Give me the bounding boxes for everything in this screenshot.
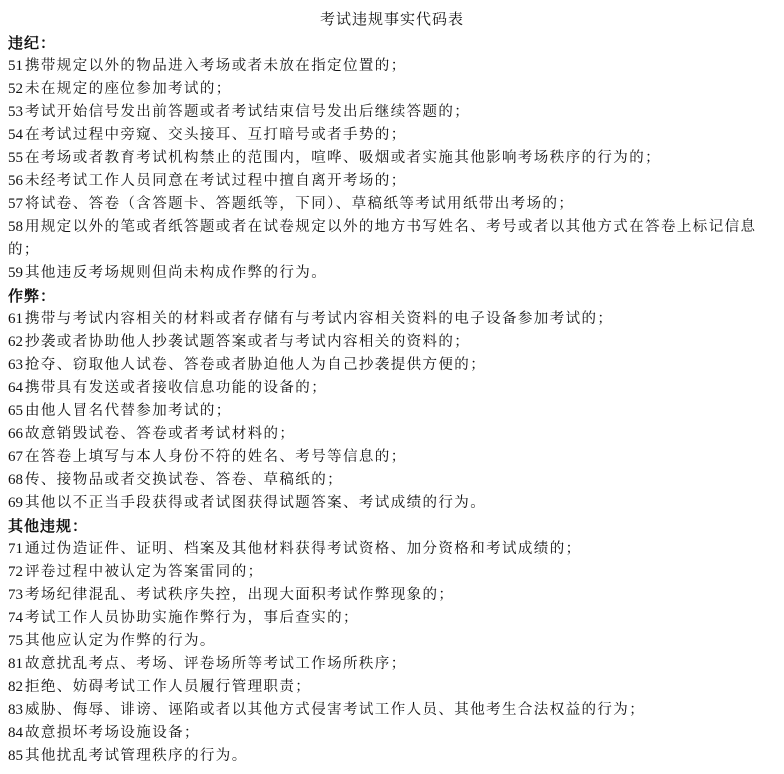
item-text: 通过伪造证件、证明、档案及其他材料获得考试资格、加分资格和考试成绩的；: [25, 541, 582, 557]
section-cheating: [8, 285, 776, 515]
list-item: [8, 331, 776, 354]
item-code: 72: [8, 564, 23, 580]
section-heading: 作弊：: [8, 287, 57, 305]
item-text: 携带与考试内容相关的材料或者存储有与考试内容相关资料的电子设备参加考试的；: [25, 311, 614, 327]
list-item: [8, 400, 776, 423]
list-item: [8, 216, 776, 262]
item-code: 61: [8, 311, 23, 327]
list-item: [8, 101, 776, 124]
item-code: 53: [8, 104, 23, 120]
item-code: 83: [8, 702, 23, 718]
section-heading: 其他违规：: [8, 517, 89, 535]
item-code: 58: [8, 219, 23, 235]
list-item: [8, 124, 776, 147]
item-text: 其他以不正当手段获得或者试图获得试题答案、考试成绩的行为。: [25, 495, 487, 511]
list-item: [8, 630, 776, 653]
item-text: 拒绝、妨碍考试工作人员履行管理职责；: [25, 679, 312, 695]
list-item: [8, 446, 776, 469]
list-item: [8, 78, 776, 101]
item-text: 故意扰乱考点、考场、评卷场所等考试工作场所秩序；: [25, 656, 407, 672]
item-code: 63: [8, 357, 23, 373]
list-item: [8, 492, 776, 515]
list-item: [8, 699, 776, 722]
list-item: [8, 653, 776, 676]
item-code: 73: [8, 587, 23, 603]
item-text: 未经考试工作人员同意在考试过程中擅自离开考场的；: [25, 173, 407, 189]
list-item: [8, 538, 776, 561]
item-code: 52: [8, 81, 23, 97]
item-text: 评卷过程中被认定为答案雷同的；: [25, 564, 264, 580]
item-text: 抢夺、窃取他人试卷、答卷或者胁迫他人为自己抄袭提供方便的；: [25, 357, 487, 373]
item-code: 85: [8, 748, 23, 764]
item-code: 55: [8, 150, 23, 166]
list-item: [8, 722, 776, 745]
item-text: 考场纪律混乱、考试秩序失控，出现大面积考试作弊现象的；: [25, 587, 455, 603]
item-text: 其他扰乱考试管理秩序的行为。: [25, 748, 248, 764]
section-violation: [8, 32, 776, 285]
item-text: 携带规定以外的物品进入考场或者未放在指定位置的；: [25, 58, 407, 74]
item-text: 由他人冒名代替参加考试的；: [25, 403, 232, 419]
section-other-violations: [8, 515, 776, 768]
list-item: [8, 745, 776, 768]
item-text: 携带具有发送或者接收信息功能的设备的；: [25, 380, 328, 396]
item-code: 69: [8, 495, 23, 511]
list-item: [8, 147, 776, 170]
item-code: 54: [8, 127, 23, 143]
item-code: 82: [8, 679, 23, 695]
item-code: 65: [8, 403, 23, 419]
item-code: 84: [8, 725, 23, 741]
list-item: [8, 193, 776, 216]
list-item: [8, 607, 776, 630]
item-text: 传、接物品或者交换试卷、答卷、草稿纸的；: [25, 472, 343, 488]
list-item: [8, 561, 776, 584]
item-code: 67: [8, 449, 23, 465]
item-text: 威胁、侮辱、诽谤、诬陷或者以其他方式侵害考试工作人员、其他考生合法权益的行为；: [25, 702, 646, 718]
section-heading: 违纪：: [8, 34, 57, 52]
list-item: [8, 354, 776, 377]
item-code: 62: [8, 334, 23, 350]
list-item: [8, 55, 776, 78]
item-text: 用规定以外的笔或者纸答题或者在试卷规定以外的地方书写姓名、考号或者以其他方式在答卷上标记信息的；: [8, 219, 757, 258]
list-item: [8, 377, 776, 400]
list-item: [8, 469, 776, 492]
list-item: [8, 262, 776, 285]
item-code: 71: [8, 541, 23, 557]
document-title: 考试违规事实代码表: [319, 10, 464, 28]
item-text: 在考试过程中旁窥、交头接耳、互打暗号或者手势的；: [25, 127, 407, 143]
item-text: 故意销毁试卷、答卷或者考试材料的；: [25, 426, 296, 442]
item-text: 其他违反考场规则但尚未构成作弊的行为。: [25, 265, 328, 281]
item-code: 64: [8, 380, 23, 396]
item-code: 75: [8, 633, 23, 649]
item-code: 51: [8, 58, 23, 74]
item-text: 将试卷、答卷（含答题卡、答题纸等，下同）、草稿纸等考试用纸带出考场的；: [25, 196, 575, 212]
list-item: [8, 308, 776, 331]
item-code: 74: [8, 610, 23, 626]
list-item: [8, 676, 776, 699]
item-text: 其他应认定为作弊的行为。: [25, 633, 216, 649]
item-text: 在答卷上填写与本人身份不符的姓名、考号等信息的；: [25, 449, 407, 465]
item-text: 考试开始信号发出前答题或者考试结束信号发出后继续答题的；: [25, 104, 471, 120]
item-text: 未在规定的座位参加考试的；: [25, 81, 232, 97]
item-code: 81: [8, 656, 23, 672]
item-text: 考试工作人员协助实施作弊行为，事后查实的；: [25, 610, 359, 626]
item-text: 抄袭或者协助他人抄袭试题答案或者与考试内容相关的资料的；: [25, 334, 471, 350]
item-code: 66: [8, 426, 23, 442]
item-text: 在考场或者教育考试机构禁止的范围内，喧哗、吸烟或者实施其他影响考场秩序的行为的；: [25, 150, 661, 166]
item-code: 68: [8, 472, 23, 488]
item-code: 56: [8, 173, 23, 189]
list-item: [8, 423, 776, 446]
item-text: 故意损坏考场设施设备；: [25, 725, 200, 741]
item-code: 59: [8, 265, 23, 281]
list-item: [8, 170, 776, 193]
item-code: 57: [8, 196, 23, 212]
list-item: [8, 584, 776, 607]
